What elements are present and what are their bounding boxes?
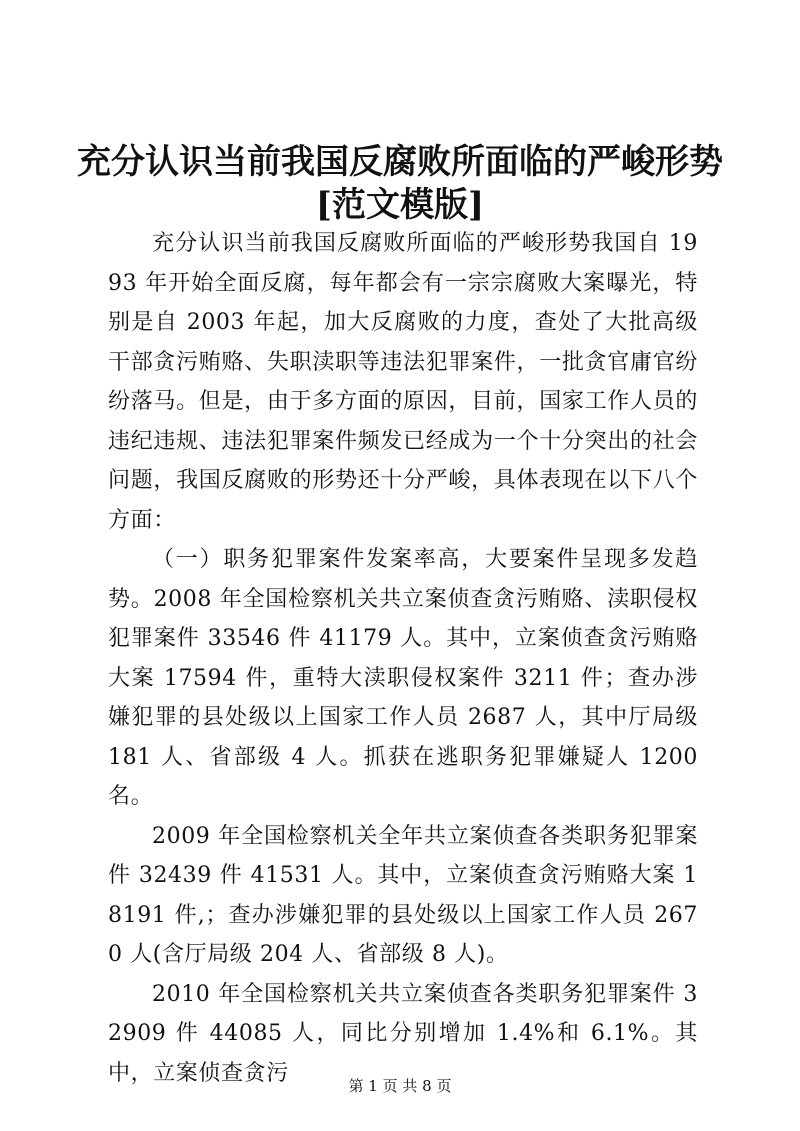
document-title-line-1: 充分认识当前我国反腐败所面临的严峻形势 — [77, 142, 723, 182]
paragraph-2009-cases: 2009 年全国检察机关全年共立案侦查各类职务犯罪案件 32439 件 41531 人。其中，立案侦查贪污贿赂大案 18191 件,；查办涉嫌犯罪的县处级以上国家工作人员 2670 人(含厅局级 204 人、省部级 8 人)。 — [108, 823, 698, 967]
paragraph-2010-cases: 2010 年全国检察机关共立案侦查各类职务犯罪案件 32909 件 44085 人，同比分别增加 1.4%和 6.1%。其中，立案侦查贪污 — [108, 981, 698, 1086]
page-number-footer: 第 1 页 共 8 页 — [348, 1077, 452, 1095]
document-body — [108, 224, 698, 1093]
paragraph-intro: 充分认识当前我国反腐败所面临的严峻形势我国自 1993 年开始全面反腐，每年都会有一宗宗腐败大案曝光，特别是自 2003 年起，加大反腐败的力度，查处了大批高级干部贪污贿赂、失职渎职等违法犯罪案件，一批贪官庸官纷纷落马。但是，由于多方面的原因，目前，国家工作人员的违纪违规、违法犯罪案件频发已经成为一个十分突出的社会问题，我国反腐败的形势还十分严峻，具体表现在以下八个方面： — [108, 231, 698, 533]
document-title-line-2: [范文模版] — [315, 185, 485, 225]
paragraph-2008-cases: （一）职务犯罪案件发案率高，大要案件呈现多发趋势。2008 年全国检察机关共立案侦查贪污贿赂、渎职侵权犯罪案件 33546 件 41179 人。其中，立案侦查贪污贿赂大案 17594 件，重特大渎职侵权案件 3211 件；查办涉嫌犯罪的县处级以上国家工作人员 2687 人，其中厅局级 181 人、省部级 4 人。抓获在逃职务犯罪嫌疑人 1200 名。 — [108, 547, 698, 809]
